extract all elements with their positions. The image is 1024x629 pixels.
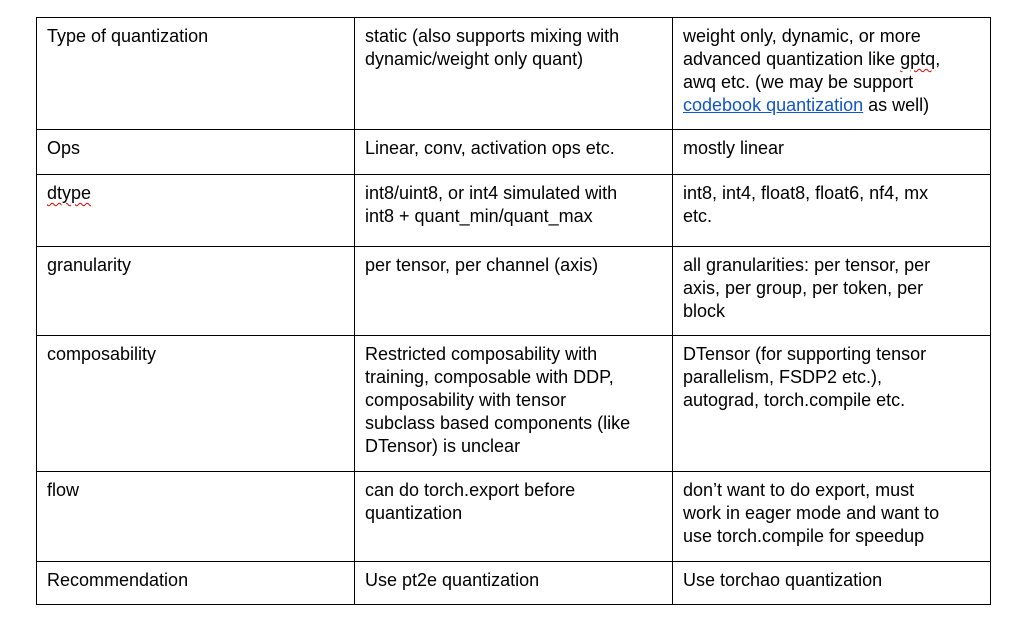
cell-line	[683, 502, 981, 525]
cell-line	[365, 25, 663, 48]
cell-text: etc.	[683, 206, 713, 226]
cell-text: training, composable with DDP,	[365, 367, 614, 387]
cell-text: int8/uint8, or int4 simulated with	[365, 183, 618, 203]
cell-line	[365, 502, 663, 525]
table-cell	[673, 18, 991, 130]
cell-line	[365, 569, 663, 592]
cell-text: static (also supports mixing with	[365, 26, 620, 46]
row-header-cell	[37, 562, 355, 605]
cell-text: awq etc. (we may be support	[683, 72, 914, 92]
cell-text: DTensor (for supporting tensor	[683, 344, 927, 364]
table-cell	[355, 18, 673, 130]
cell-text: DTensor) is unclear	[365, 436, 521, 456]
cell-line	[683, 479, 981, 502]
table-cell	[355, 130, 673, 175]
cell-line	[683, 525, 981, 548]
cell-text: quantization	[365, 503, 463, 523]
table-cell	[673, 175, 991, 247]
row-header-cell	[37, 130, 355, 175]
cell-text: Ops	[47, 138, 81, 158]
cell-text: use torch.compile for speedup	[683, 526, 925, 546]
cell-text: subclass based components (like	[365, 413, 631, 433]
cell-line	[365, 254, 663, 277]
quantization-comparison-table	[36, 17, 991, 605]
codebook-quantization-link[interactable]: codebook quantization	[683, 95, 864, 115]
cell-text: axis, per group, per token, per	[683, 278, 924, 298]
cell-line	[683, 94, 981, 117]
cell-line	[47, 25, 345, 48]
table-cell	[355, 472, 673, 562]
row-header-cell	[37, 175, 355, 247]
cell-line	[683, 277, 981, 300]
cell-line	[47, 254, 345, 277]
table-cell	[355, 336, 673, 472]
cell-line	[47, 569, 345, 592]
cell-line	[365, 479, 663, 502]
cell-text: int8 + quant_min/quant_max	[365, 206, 593, 226]
cell-line	[365, 205, 663, 228]
cell-line	[365, 366, 663, 389]
cell-line	[365, 435, 663, 458]
table-cell	[673, 562, 991, 605]
cell-text: work in eager mode and want to	[683, 503, 940, 523]
cell-text: all granularities: per tensor, per	[683, 255, 931, 275]
cell-line	[683, 137, 981, 160]
table-row	[37, 247, 991, 336]
cell-text: as well)	[863, 95, 930, 115]
cell-line	[365, 137, 663, 160]
cell-line	[47, 479, 345, 502]
cell-text: autograd, torch.compile etc.	[683, 390, 906, 410]
cell-line	[683, 205, 981, 228]
cell-line	[47, 137, 345, 160]
cell-text: per tensor, per channel (axis)	[365, 255, 599, 275]
cell-line	[683, 300, 981, 323]
cell-text: weight only, dynamic, or more	[683, 26, 921, 46]
cell-line	[365, 48, 663, 71]
table-cell	[355, 175, 673, 247]
cell-text: Restricted composability with	[365, 344, 598, 364]
cell-text: granularity	[47, 255, 132, 275]
table-cell	[673, 336, 991, 472]
cell-line	[683, 366, 981, 389]
misspelled-word: gptq	[900, 49, 936, 69]
cell-text: can do torch.export before	[365, 480, 576, 500]
cell-text: parallelism, FSDP2 etc.),	[683, 367, 883, 387]
table-row	[37, 336, 991, 472]
cell-text: block	[683, 301, 726, 321]
cell-text: composability with tensor	[365, 390, 567, 410]
table-cell	[355, 247, 673, 336]
cell-text: Recommendation	[47, 570, 189, 590]
table-body	[37, 18, 991, 605]
cell-line	[683, 182, 981, 205]
cell-line	[365, 182, 663, 205]
cell-line	[365, 412, 663, 435]
cell-text: ,	[935, 49, 941, 69]
table-row	[37, 472, 991, 562]
cell-text: int8, int4, float8, float6, nf4, mx	[683, 183, 929, 203]
cell-text: don’t want to do export, must	[683, 480, 915, 500]
table-row	[37, 130, 991, 175]
cell-line	[47, 182, 345, 205]
cell-line	[365, 389, 663, 412]
row-header-cell	[37, 472, 355, 562]
cell-line	[365, 343, 663, 366]
table-row	[37, 175, 991, 247]
cell-text: advanced quantization like	[683, 49, 901, 69]
table-row	[37, 562, 991, 605]
misspelled-word: dtype	[47, 183, 92, 203]
cell-line	[683, 254, 981, 277]
table-cell	[673, 247, 991, 336]
table-row	[37, 18, 991, 130]
cell-text: dynamic/weight only quant)	[365, 49, 584, 69]
cell-line	[683, 389, 981, 412]
cell-text: flow	[47, 480, 80, 500]
cell-text: mostly linear	[683, 138, 785, 158]
cell-text: Linear, conv, activation ops etc.	[365, 138, 615, 158]
table-cell	[673, 472, 991, 562]
cell-line	[683, 25, 981, 48]
cell-line	[683, 48, 981, 71]
row-header-cell	[37, 247, 355, 336]
cell-text: composability	[47, 344, 157, 364]
cell-line	[683, 569, 981, 592]
cell-text: Use torchao quantization	[683, 570, 883, 590]
cell-line	[683, 71, 981, 94]
cell-line	[683, 343, 981, 366]
cell-text: Type of quantization	[47, 26, 209, 46]
cell-text: Use pt2e quantization	[365, 570, 540, 590]
row-header-cell	[37, 336, 355, 472]
table-cell	[673, 130, 991, 175]
cell-line	[47, 343, 345, 366]
row-header-cell	[37, 18, 355, 130]
table-cell	[355, 562, 673, 605]
